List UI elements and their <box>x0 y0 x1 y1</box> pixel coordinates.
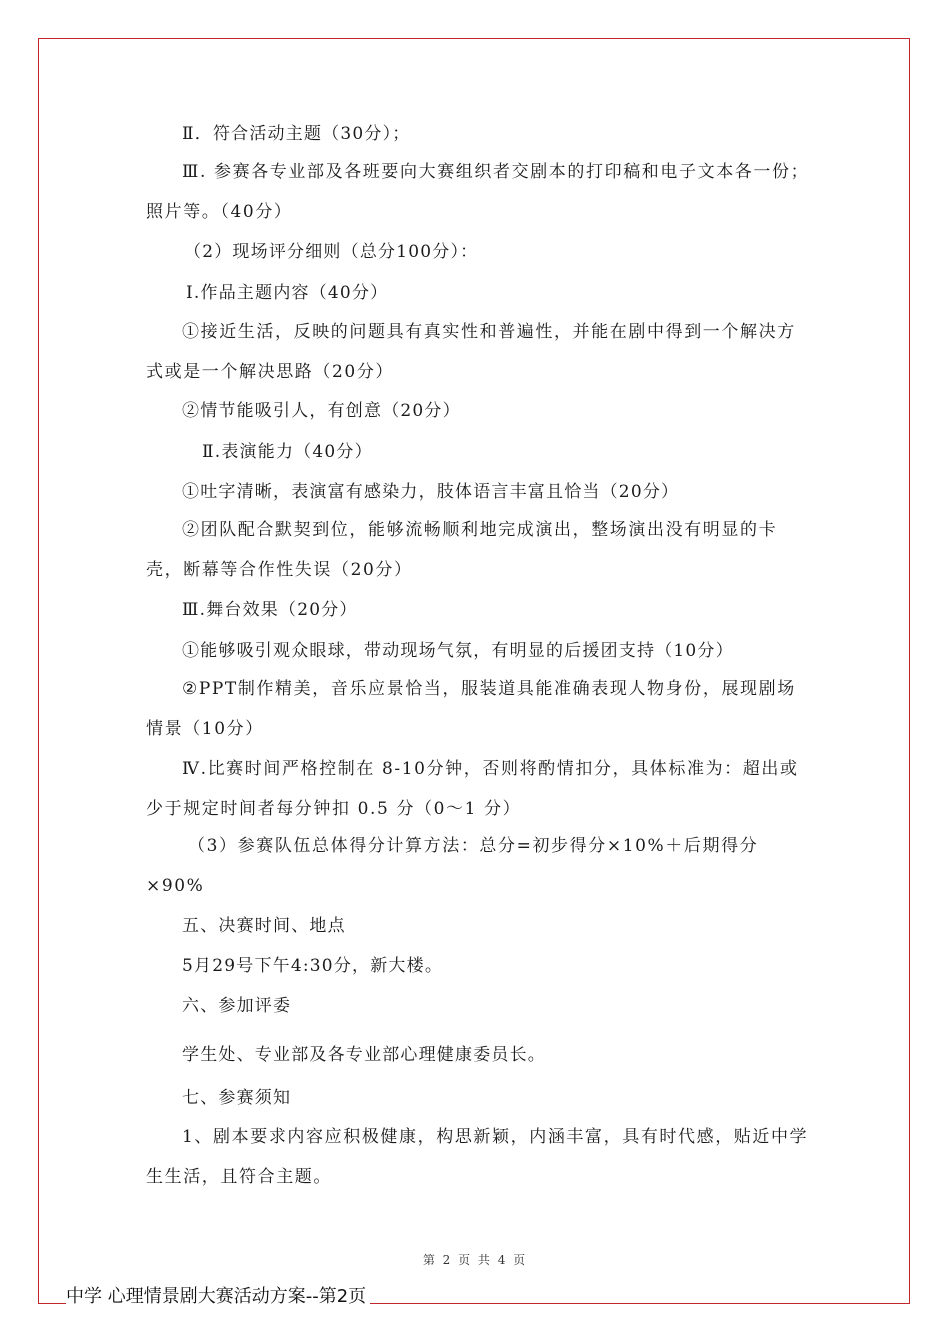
criterion-theme-fit: Ⅱ．符合活动主题（30分）； <box>182 124 411 144</box>
final-time-place: 5月29号下午4:30分，新大楼。 <box>182 956 444 976</box>
item-time-control: Ⅳ.比赛时间严格控制在 8-10分钟，否则将酌情扣分，具体标准为：超出或少于规定时间者每分钟扣 0.5 分（0～1 分） <box>146 759 799 819</box>
section-performance: Ⅱ.表演能力（40分） <box>202 442 373 462</box>
section-participant-notice: 七、参赛须知 <box>182 1088 292 1108</box>
total-score-formula: （3）参赛队伍总体得分计算方法：总分=初步得分×10%＋后期得分×90% <box>146 836 759 896</box>
item-plot-creativity: ②情节能吸引人，有创意（20分） <box>182 401 461 421</box>
page-number: 第 2 页 共 4 页 <box>422 1253 528 1267</box>
item-ppt-music-costume: ②PPT制作精美，音乐应景恰当，服装道具能准确表现人物身份，展现剧场情景（10分） <box>146 679 796 739</box>
footer-document-title: 中学 心理情景剧大赛活动方案--第2页 <box>66 1286 370 1308</box>
notice-script-requirements: 1、剧本要求内容应积极健康，构思新颖，内涵丰富，具有时代感，贴近中学生生活，且符合主题。 <box>146 1127 809 1187</box>
section-stage-effect: Ⅲ.舞台效果（20分） <box>182 600 358 620</box>
section-final-time-place: 五、决赛时间、地点 <box>182 916 346 936</box>
section-judges: 六、参加评委 <box>182 996 292 1016</box>
judges-list: 学生处、专业部及各专业部心理健康委员长。 <box>182 1045 546 1065</box>
item-close-to-life: ①接近生活，反映的问题具有真实性和普遍性，并能在剧中得到一个解决方式或是一个解决思路（20分） <box>146 322 796 382</box>
section-work-theme: Ⅰ.作品主题内容（40分） <box>186 283 389 303</box>
item-audience-attention: ①能够吸引观众眼球，带动现场气氛，有明显的后援团支持（10分） <box>182 641 734 661</box>
item-clear-speech: ①吐字清晰，表演富有感染力，肢体语言丰富且恰当（20分） <box>182 482 680 502</box>
onsite-scoring-heading: （2）现场评分细则（总分100分）： <box>184 242 479 262</box>
criterion-script-submission: Ⅲ. 参赛各专业部及各班要向大赛组织者交剧本的打印稿和电子文本各一份；照片等。（40分） <box>146 162 810 222</box>
item-teamwork: ②团队配合默契到位，能够流畅顺利地完成演出，整场演出没有明显的卡壳，断幕等合作性失误（20分） <box>146 520 778 580</box>
